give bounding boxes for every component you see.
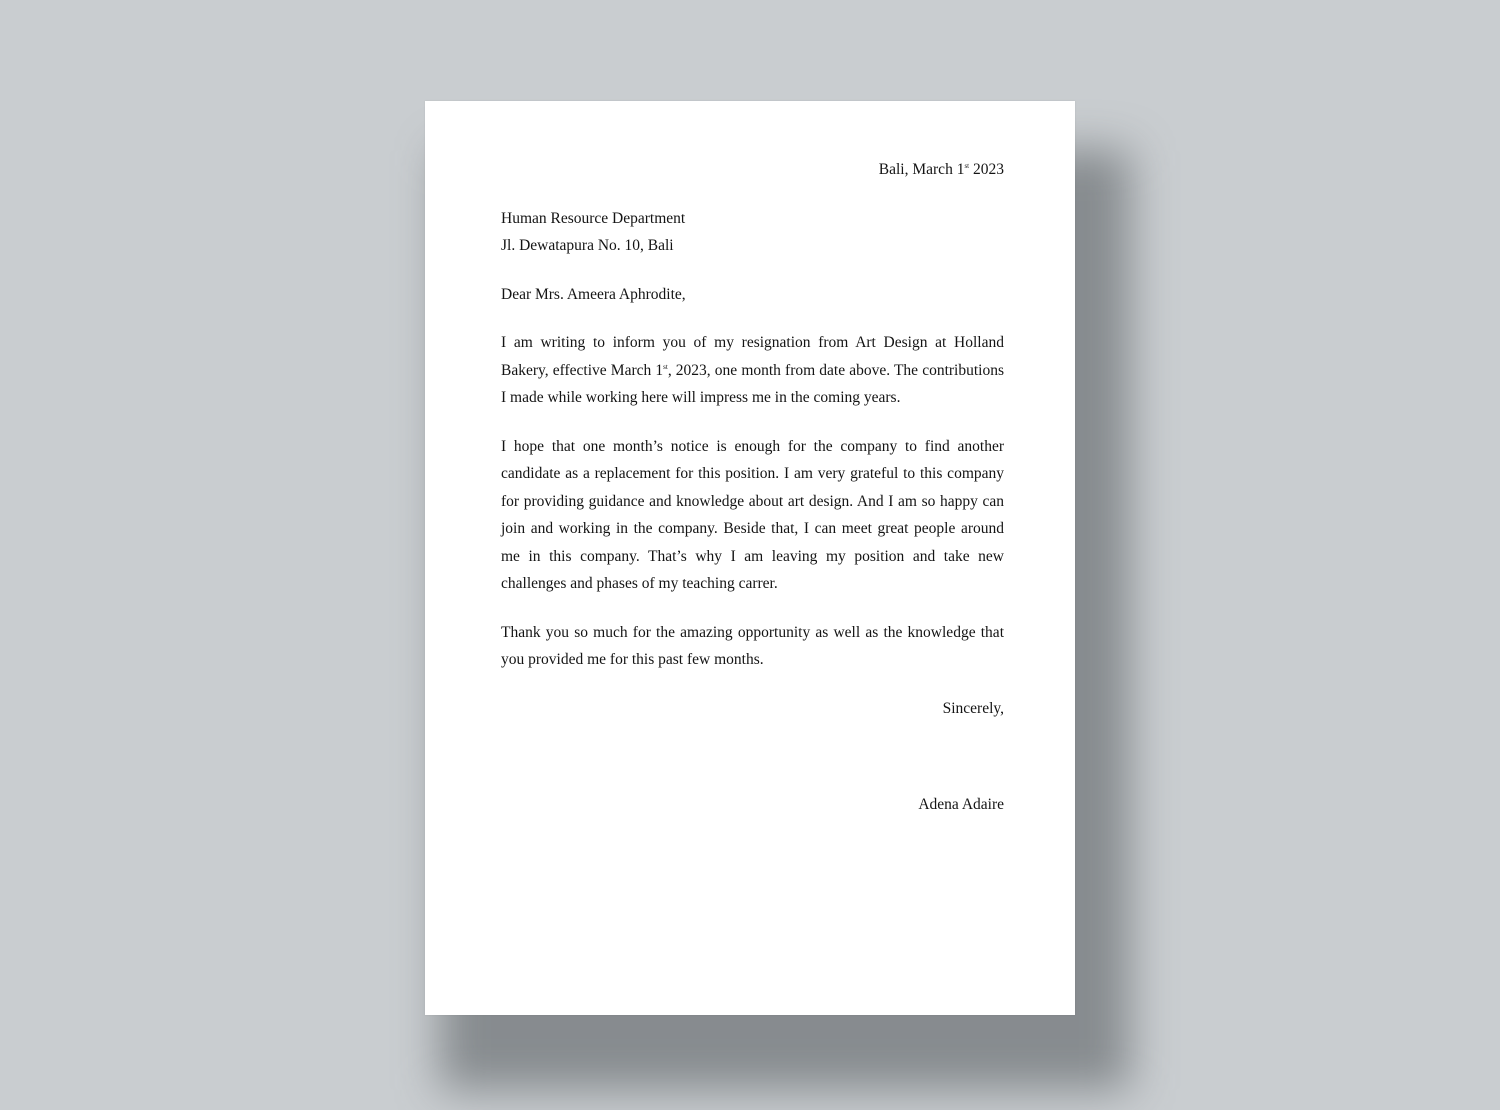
recipient-department: Human Resource Department — [501, 209, 686, 227]
letter-date — [501, 156, 1004, 184]
date-ordinal-suffix: st — [964, 161, 970, 170]
body-paragraph-2: I hope that one month’s notice is enough for the company to find another candidate as a replacement for this position. I am very grateful to this company for providing guidance and knowledge about art design. And I am so happy can join and working in the company. Beside that, I can meet great people around me in this company. That’s why I am leaving my position and take new challenges and phases of my teaching carrer. — [501, 437, 1004, 592]
paragraph-1-text-end: , 2023, one month from date above. The contributions I made while working here will impress me in the coming years. — [501, 361, 1004, 406]
closing: Sincerely, — [942, 699, 1004, 717]
letter-page — [425, 101, 1075, 1015]
recipient-address-block — [501, 205, 1004, 260]
recipient-address: Jl. Dewatapura No. 10, Bali — [501, 237, 674, 254]
paragraph-1-text-start: I am writing to inform you of my resignation from Art Design at Holland Bakery, effective March 1 — [501, 334, 1004, 379]
body-paragraph-1 — [501, 329, 1004, 412]
letter-content — [501, 156, 1004, 819]
salutation: Dear Mrs. Ameera Aphrodite, — [501, 285, 686, 303]
body-paragraph-3: Thank you so much for the amazing opportunity as well as the knowledge that you provided me for this past few months. — [501, 623, 1004, 668]
date-text: Bali, March 1 — [878, 161, 965, 178]
date-year: 2023 — [969, 161, 1004, 178]
signature-name: Adena Adaire — [918, 796, 1004, 813]
paragraph-1-ordinal-suffix: st — [663, 362, 668, 371]
